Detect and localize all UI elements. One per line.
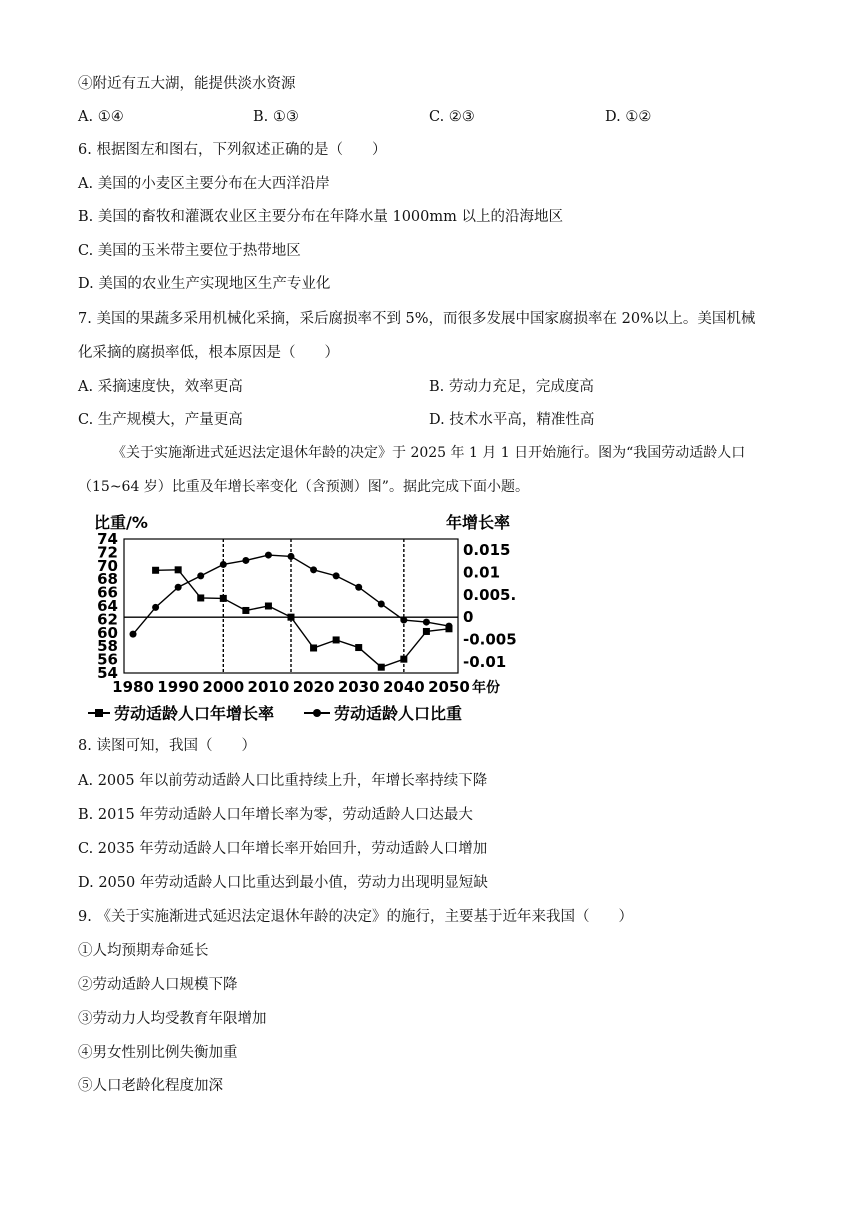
right-tick-label: 0 xyxy=(463,608,474,627)
right-axis-label: 年增长率 xyxy=(446,513,511,532)
x-tick-label: 1990 xyxy=(157,678,200,696)
legend xyxy=(88,704,462,723)
share-point xyxy=(445,623,452,630)
growth-rate-point xyxy=(333,636,340,643)
q6-option-c: C. 美国的玉米带主要位于热带地区 xyxy=(78,243,301,259)
share-point xyxy=(288,553,295,560)
x-tick-label: 2030 xyxy=(337,678,380,696)
q9-item-4: ④男女性别比例失衡加重 xyxy=(78,1045,238,1061)
growth-rate-point xyxy=(175,566,182,573)
right-tick-label: 0.015 xyxy=(463,541,511,560)
legend-circle-marker xyxy=(313,709,321,717)
question-7-line-2: 化采摘的腐损率低，根本原因是（ ） xyxy=(78,345,339,361)
left-axis-label: 比重/% xyxy=(94,513,148,532)
left-tick-label: 56 xyxy=(97,650,118,669)
q9-item-2: ②劳动适龄人口规模下降 xyxy=(78,977,238,993)
left-tick-label: 64 xyxy=(97,597,118,615)
share-point xyxy=(175,584,182,591)
x-tick-label: 1980 xyxy=(112,678,154,696)
q9-item-3: ③劳动力人均受教育年限增加 xyxy=(78,1011,267,1027)
left-tick-label: 74 xyxy=(97,530,118,548)
q5-option-b: B. ①③ xyxy=(253,109,299,125)
growth-rate-point xyxy=(242,607,249,614)
q9-item-1: ①人均预期寿命延长 xyxy=(78,943,209,959)
q8-option-b: B. 2015 年劳动适龄人口年增长率为零，劳动适龄人口达最大 xyxy=(78,807,473,823)
left-tick-label: 58 xyxy=(97,637,118,656)
q5-option-a: A. ①④ xyxy=(78,109,124,125)
left-tick-label: 66 xyxy=(97,583,118,602)
q6-option-d: D. 美国的农业生产实现地区生产专业化 xyxy=(78,276,331,292)
q5-option-d: D. ①② xyxy=(605,109,652,125)
q9-item-5: ⑤人口老龄化程度加深 xyxy=(78,1078,223,1094)
q7-option-c: C. 生产规模大，产量更高 xyxy=(78,412,243,428)
left-tick-label: 70 xyxy=(97,556,118,575)
right-tick-label: -0.005 xyxy=(463,630,517,649)
share-point xyxy=(242,557,249,564)
q7-option-b: B. 劳动力充足，完成度高 xyxy=(429,379,594,395)
right-tick-label: 0.005. xyxy=(463,585,517,604)
right-tick-label: -0.01 xyxy=(463,652,507,671)
share-point xyxy=(400,617,407,624)
legend-share-label: 劳动适龄人口比重 xyxy=(334,704,463,723)
left-tick-label: 54 xyxy=(97,664,118,682)
x-tick-label: 2040 xyxy=(382,678,425,696)
share-point xyxy=(378,600,385,607)
intro-line-2: （15~64 岁）比重及年增长率变化（含预测）图”。据此完成下面小题。 xyxy=(78,479,529,495)
growth-rate-point xyxy=(152,567,159,574)
growth-rate-point xyxy=(220,595,227,602)
q8-option-d: D. 2050 年劳动适龄人口比重达到最小值，劳动力出现明显短缺 xyxy=(78,875,488,891)
q5-option-c: C. ②③ xyxy=(429,109,475,125)
legend-rate-label: 劳动适龄人口年增长率 xyxy=(114,704,275,723)
question-9: 9. 《关于实施渐进式延迟法定退休年龄的决定》的施行，主要基于近年来我国（ ） xyxy=(78,909,633,925)
x-tick-label: 2050 xyxy=(428,678,470,696)
left-tick-label: 62 xyxy=(97,610,118,629)
intro-line-1: 《关于实施渐进式延迟法定退休年龄的决定》于 2025 年 1 月 1 日开始施行。图为“我国劳动适龄人口 xyxy=(112,445,746,461)
question-8: 8. 读图可知，我国（ ） xyxy=(78,738,256,754)
legend-square-marker xyxy=(95,709,103,717)
growth-rate-point xyxy=(400,656,407,663)
share-point xyxy=(310,566,317,573)
left-tick-label: 68 xyxy=(97,570,118,589)
x-tick-label: 2020 xyxy=(292,678,335,696)
left-tick-label: 60 xyxy=(97,623,118,642)
x-tick-label: 2010 xyxy=(247,678,290,696)
share-point xyxy=(197,572,204,579)
growth-rate-point xyxy=(355,644,362,651)
question-6: 6. 根据图左和图右，下列叙述正确的是（ ） xyxy=(78,142,387,158)
share-point xyxy=(220,561,227,568)
right-tick-label: 0.01 xyxy=(463,563,501,582)
share-point xyxy=(423,619,430,626)
growth-rate-point xyxy=(310,644,317,651)
share-point xyxy=(333,572,340,579)
population-chart xyxy=(88,508,540,726)
option-line-4: ④附近有五大湖，能提供淡水资源 xyxy=(78,76,296,92)
q8-option-a: A. 2005 年以前劳动适龄人口比重持续上升，年增长率持续下降 xyxy=(78,773,488,789)
q6-option-a: A. 美国的小麦区主要分布在大西洋沿岸 xyxy=(78,176,330,192)
q7-option-a: A. 采摘速度快，效率更高 xyxy=(78,379,243,395)
x-axis-label: 年份 xyxy=(472,680,500,696)
share-point xyxy=(355,584,362,591)
growth-rate-point xyxy=(378,664,385,671)
share-point xyxy=(152,604,159,611)
growth-rate-point xyxy=(197,594,204,601)
growth-rate-point xyxy=(288,614,295,621)
question-7-line-1: 7. 美国的果蔬多采用机械化采摘，采后腐损率不到 5%，而很多发展中国家腐损率在 20%以上。美国机械 xyxy=(78,311,756,327)
share-point xyxy=(265,552,272,559)
left-tick-label: 72 xyxy=(97,543,118,562)
x-tick-label: 2000 xyxy=(202,678,245,696)
q8-option-c: C. 2035 年劳动适龄人口年增长率开始回升，劳动适龄人口增加 xyxy=(78,841,488,857)
q6-option-b: B. 美国的畜牧和灌溉农业区主要分布在年降水量 1000mm 以上的沿海地区 xyxy=(78,209,563,225)
share-point xyxy=(130,631,137,638)
q7-option-d: D. 技术水平高，精准性高 xyxy=(429,412,595,428)
growth-rate-point xyxy=(265,603,272,610)
growth-rate-point xyxy=(423,628,430,635)
